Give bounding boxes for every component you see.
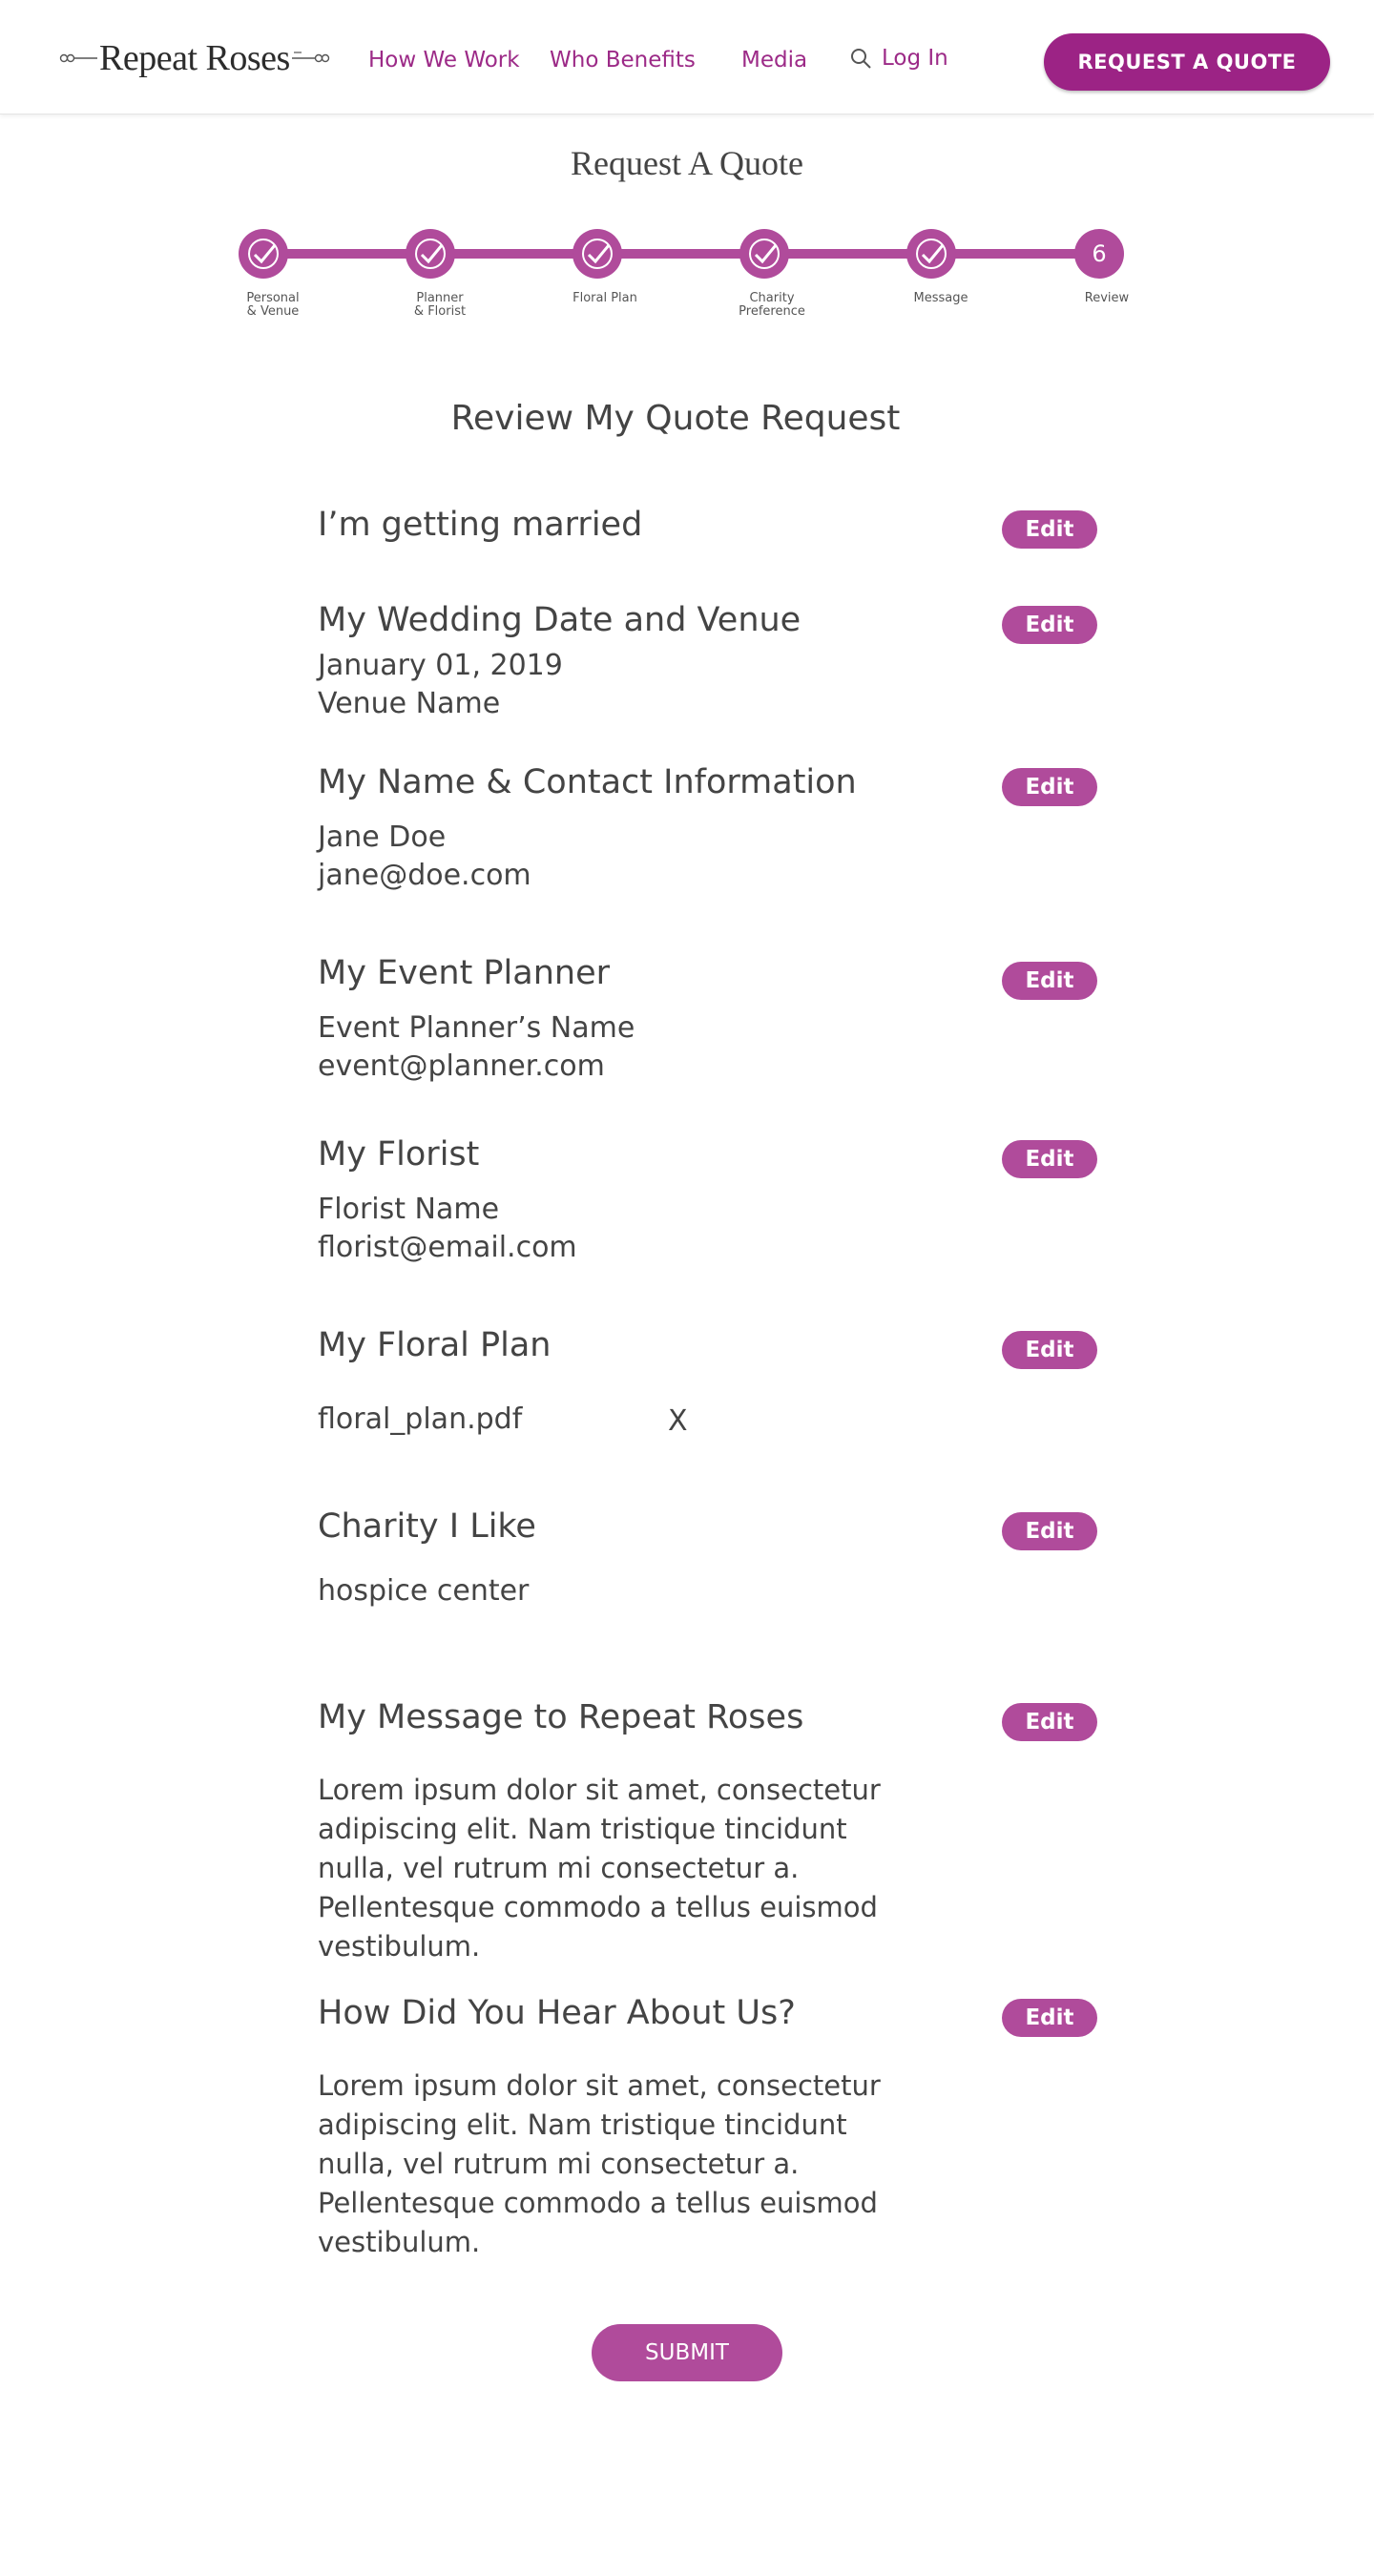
step-label-4: Charity Preference (739, 291, 805, 319)
step-4-complete[interactable] (739, 229, 789, 279)
step-label-5: Message (913, 291, 968, 305)
section-florist-title: My Florist (318, 1135, 480, 1174)
planner-email: event@planner.com (318, 1049, 605, 1083)
section-planner-title: My Event Planner (318, 954, 610, 992)
floral-plan-file[interactable]: floral_plan.pdf (318, 1402, 523, 1436)
message-text: Lorem ipsum dolor sit amet, consectetur adipiscing elit. Nam tristique tincidunt nulla, vel rutrum mi consectetur a. Pellentesque commodo a tellus euismod vestibulum. (318, 1774, 881, 1963)
step-label-1: Personal & Venue (246, 291, 300, 319)
search-icon[interactable] (849, 47, 872, 70)
rose-stem-right-icon (292, 49, 330, 68)
page-title: Request A Quote (571, 144, 803, 182)
florist-email: florist@email.com (318, 1231, 577, 1264)
step-2-complete[interactable] (406, 229, 455, 279)
nav-how-we-work[interactable]: How We Work (368, 48, 520, 73)
edit-planner-button[interactable]: Edit (1002, 962, 1097, 1000)
step-6-current[interactable]: 6 (1074, 229, 1124, 279)
check-icon (914, 237, 948, 271)
check-icon (246, 237, 281, 271)
section-floral-plan-title: My Floral Plan (318, 1326, 552, 1364)
step-3-complete[interactable] (572, 229, 622, 279)
check-icon (580, 237, 614, 271)
florist-name: Florist Name (318, 1193, 500, 1226)
progress-stepper (239, 229, 1130, 324)
contact-email: jane@doe.com (318, 859, 531, 892)
step-label-3: Floral Plan (572, 291, 637, 305)
login-link[interactable] (849, 46, 948, 71)
request-quote-button[interactable]: REQUEST A QUOTE (1044, 33, 1330, 91)
contact-name: Jane Doe (318, 821, 447, 854)
section-contact-title: My Name & Contact Information (318, 763, 857, 801)
edit-floral-plan-button[interactable]: Edit (1002, 1331, 1097, 1369)
remove-file-button[interactable]: X (668, 1404, 688, 1438)
nav-who-benefits[interactable]: Who Benefits (550, 48, 696, 73)
edit-contact-button[interactable]: Edit (1002, 768, 1097, 806)
login-label[interactable]: Log In (882, 46, 948, 71)
check-icon (747, 237, 781, 271)
edit-wedding-button[interactable]: Edit (1002, 606, 1097, 644)
section-wedding-title: My Wedding Date and Venue (318, 601, 802, 639)
step-5-complete[interactable] (906, 229, 956, 279)
planner-name: Event Planner’s Name (318, 1011, 635, 1045)
site-header (0, 0, 1374, 114)
check-icon (413, 237, 448, 271)
edit-florist-button[interactable]: Edit (1002, 1140, 1097, 1178)
submit-button[interactable]: SUBMIT (592, 2324, 782, 2381)
wedding-venue: Venue Name (318, 687, 501, 720)
logo[interactable] (59, 34, 330, 82)
edit-married-button[interactable]: Edit (1002, 510, 1097, 549)
section-charity-title: Charity I Like (318, 1507, 536, 1546)
wedding-date: January 01, 2019 (318, 649, 563, 682)
logo-text: Repeat Roses (99, 38, 290, 78)
review-title: Review My Quote Request (450, 399, 901, 438)
step-label-2: Planner & Florist (413, 291, 467, 319)
step-1-complete[interactable] (239, 229, 288, 279)
section-hear-title: How Did You Hear About Us? (318, 1994, 796, 2032)
rose-stem-left-icon (59, 49, 97, 68)
charity-value: hospice center (318, 1574, 530, 1608)
step-label-6: Review (1084, 291, 1130, 305)
section-message-title: My Message to Repeat Roses (318, 1698, 804, 1736)
edit-hear-button[interactable]: Edit (1002, 1999, 1097, 2037)
stepper-track (263, 249, 1099, 259)
nav-media[interactable]: Media (741, 48, 808, 73)
edit-charity-button[interactable]: Edit (1002, 1512, 1097, 1550)
hear-text: Lorem ipsum dolor sit amet, consectetur adipiscing elit. Nam tristique tincidunt nulla, vel rutrum mi consectetur a. Pellentesque commodo a tellus euismod vestibulum. (318, 2069, 881, 2258)
section-married-title: I’m getting married (318, 506, 643, 544)
edit-message-button[interactable]: Edit (1002, 1703, 1097, 1741)
